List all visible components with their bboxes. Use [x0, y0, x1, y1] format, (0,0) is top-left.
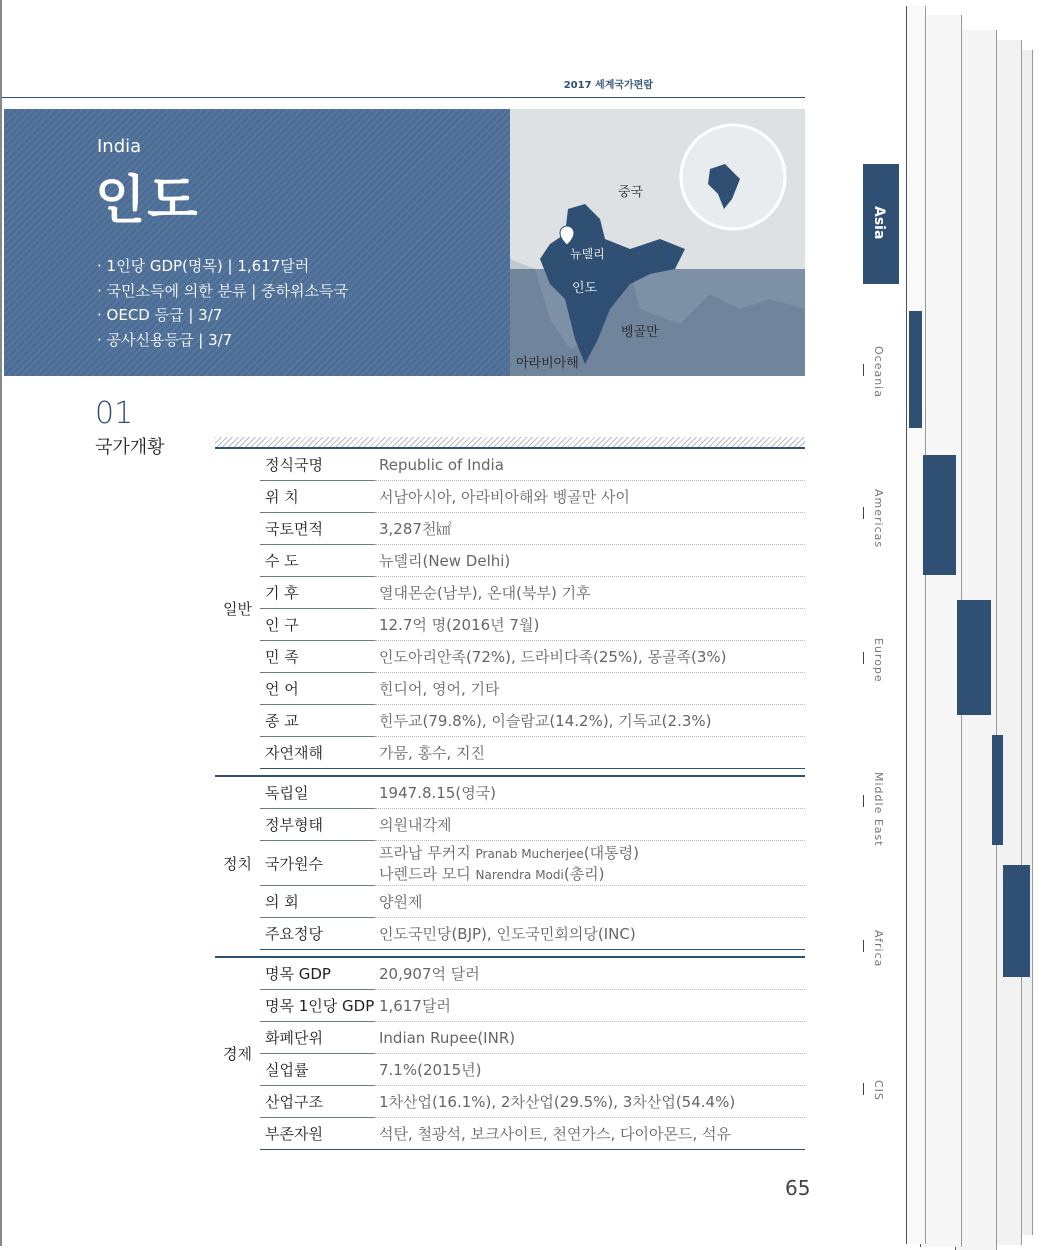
fact-credit: · 공사신용등급 | 3/7	[97, 330, 233, 349]
table-row	[215, 1118, 805, 1150]
table-row	[215, 481, 805, 513]
row-key: 국토면적	[260, 513, 375, 545]
row-key: 종 교	[260, 705, 375, 737]
row-key: 산업구조	[260, 1086, 375, 1118]
key-facts	[97, 254, 348, 352]
side-tick	[863, 364, 864, 376]
row-key: 주요정당	[260, 918, 375, 950]
row-key: 실업률	[260, 1054, 375, 1086]
table-row	[215, 918, 805, 950]
edge-tab-americas[interactable]	[923, 455, 956, 575]
role: (대통령)	[583, 844, 639, 862]
map-label-china: 중국	[618, 185, 644, 200]
role: (총리)	[563, 865, 605, 883]
row-value: 힌두교(79.8%), 이슬람교(14.2%), 기독교(2.3%)	[375, 705, 805, 737]
row-value: Republic of India	[375, 448, 805, 481]
table-row	[215, 705, 805, 737]
table-row	[215, 957, 805, 990]
group-gap	[215, 950, 805, 958]
name-ko: 나렌드라 모디	[379, 865, 476, 883]
india-map	[510, 109, 805, 376]
edge-tab-europe[interactable]	[957, 600, 991, 715]
table-row	[215, 673, 805, 705]
table-row	[215, 577, 805, 609]
row-value: 서남아시아, 아라비아해와 벵골만 사이	[375, 481, 805, 513]
tab-europe[interactable]: Europe	[872, 638, 885, 683]
edge-tab-middle-east[interactable]	[992, 735, 1003, 845]
name-ko: 프라납 무커지	[379, 844, 476, 862]
map-label-bay-of-bengal: 벵골만	[621, 325, 659, 340]
row-key: 민 족	[260, 641, 375, 673]
table-row	[215, 776, 805, 809]
side-tick	[863, 940, 864, 952]
row-value: 7.1%(2015년)	[375, 1054, 805, 1086]
row-key: 정부형태	[260, 809, 375, 841]
tab-africa[interactable]: Africa	[872, 930, 885, 968]
row-value: 열대몬순(남부), 온대(북부) 기후	[375, 577, 805, 609]
tab-americas[interactable]: Americas	[872, 489, 885, 549]
tab-oceania[interactable]: Oceania	[872, 346, 885, 398]
section-title: 국가개황	[95, 437, 165, 458]
table-row	[215, 1086, 805, 1118]
header-rule	[2, 97, 805, 98]
tab-middle-east[interactable]: Middle East	[872, 772, 885, 847]
tab-asia-label: Asia	[871, 206, 887, 240]
page-edge	[920, 15, 962, 1247]
row-key: 인 구	[260, 609, 375, 641]
row-key: 의 회	[260, 886, 375, 918]
table-row	[215, 841, 805, 886]
table-row	[215, 545, 805, 577]
map-label-new-delhi: 뉴델리	[570, 247, 605, 261]
table-row	[215, 809, 805, 841]
map-label-india: 인도	[572, 281, 598, 296]
row-value: 1,617달러	[375, 990, 805, 1022]
map-label-arabian-sea: 아라비아해	[516, 356, 579, 371]
row-value: 양원제	[375, 886, 805, 918]
row-value: 가뭄, 홍수, 지진	[375, 737, 805, 769]
fact-oecd: · OECD 등급 | 3/7	[97, 306, 223, 324]
row-key: 기 후	[260, 577, 375, 609]
page-edge	[906, 6, 926, 1244]
row-key: 정식국명	[260, 448, 375, 481]
row-value: 1947.8.15(영국)	[375, 776, 805, 809]
country-overview-table	[215, 447, 805, 1150]
table-row	[215, 990, 805, 1022]
row-key: 언 어	[260, 673, 375, 705]
head-of-state-pm	[379, 863, 805, 884]
group-label-politics: 정치	[215, 776, 260, 950]
row-key: 독립일	[260, 776, 375, 809]
row-value: 의원내각제	[375, 809, 805, 841]
table-row	[215, 513, 805, 545]
row-key: 화폐단위	[260, 1022, 375, 1054]
fact-gdp: · 1인당 GDP(명목) | 1,617달러	[97, 257, 310, 275]
section-number: 01	[95, 396, 134, 431]
row-value-head-of-state	[375, 841, 805, 886]
table-row	[215, 641, 805, 673]
country-name-ko: 인도	[95, 171, 200, 231]
row-value: 3,287천㎢	[375, 513, 805, 545]
head-of-state-president	[379, 842, 805, 863]
name-en: Pranab Mucherjee	[475, 847, 584, 861]
table-row	[215, 1054, 805, 1086]
row-value: Indian Rupee(INR)	[375, 1022, 805, 1054]
table-row	[215, 1022, 805, 1054]
row-key: 국가원수	[260, 841, 375, 886]
row-key: 자연재해	[260, 737, 375, 769]
table-row	[215, 448, 805, 481]
side-tick	[863, 652, 864, 664]
table-row	[215, 886, 805, 918]
table-row	[215, 737, 805, 769]
row-key: 수 도	[260, 545, 375, 577]
fact-income-class: · 국민소득에 의한 분류 | 중하위소득국	[97, 281, 349, 300]
side-tick	[863, 507, 864, 519]
name-en: Narendra Modi	[475, 868, 564, 882]
row-value: 1차산업(16.1%), 2차산업(29.5%), 3차산업(54.4%)	[375, 1086, 805, 1118]
row-value: 20,907억 달러	[375, 957, 805, 990]
row-value: 석탄, 철광석, 보크사이트, 천연가스, 다이아몬드, 석유	[375, 1118, 805, 1150]
row-value: 뉴델리(New Delhi)	[375, 545, 805, 577]
edge-tab-africa[interactable]	[1003, 865, 1030, 977]
row-key: 위 치	[260, 481, 375, 513]
group-gap	[215, 769, 805, 777]
edge-tab-oceania[interactable]	[909, 311, 922, 428]
group-label-general: 일반	[215, 448, 260, 769]
country-name-en: India	[97, 136, 142, 157]
page-number: 65	[785, 1176, 811, 1200]
tab-cis[interactable]: CIS	[872, 1080, 885, 1101]
section-stripe	[215, 437, 805, 447]
row-key: 명목 GDP	[260, 957, 375, 990]
row-key: 명목 1인당 GDP	[260, 990, 375, 1022]
side-tick	[863, 1083, 864, 1095]
group-label-economy: 경제	[215, 957, 260, 1150]
row-value: 인도국민당(BJP), 인도국민회의당(INC)	[375, 918, 805, 950]
row-value: 힌디어, 영어, 기타	[375, 673, 805, 705]
row-value: 12.7억 명(2016년 7월)	[375, 609, 805, 641]
table-row	[215, 609, 805, 641]
row-key: 부존자원	[260, 1118, 375, 1150]
tab-asia[interactable]	[863, 164, 899, 284]
row-value: 인도아리안족(72%), 드라비다족(25%), 몽골족(3%)	[375, 641, 805, 673]
side-tick	[863, 795, 864, 807]
running-title: 2017 세계국가편람	[563, 80, 653, 91]
